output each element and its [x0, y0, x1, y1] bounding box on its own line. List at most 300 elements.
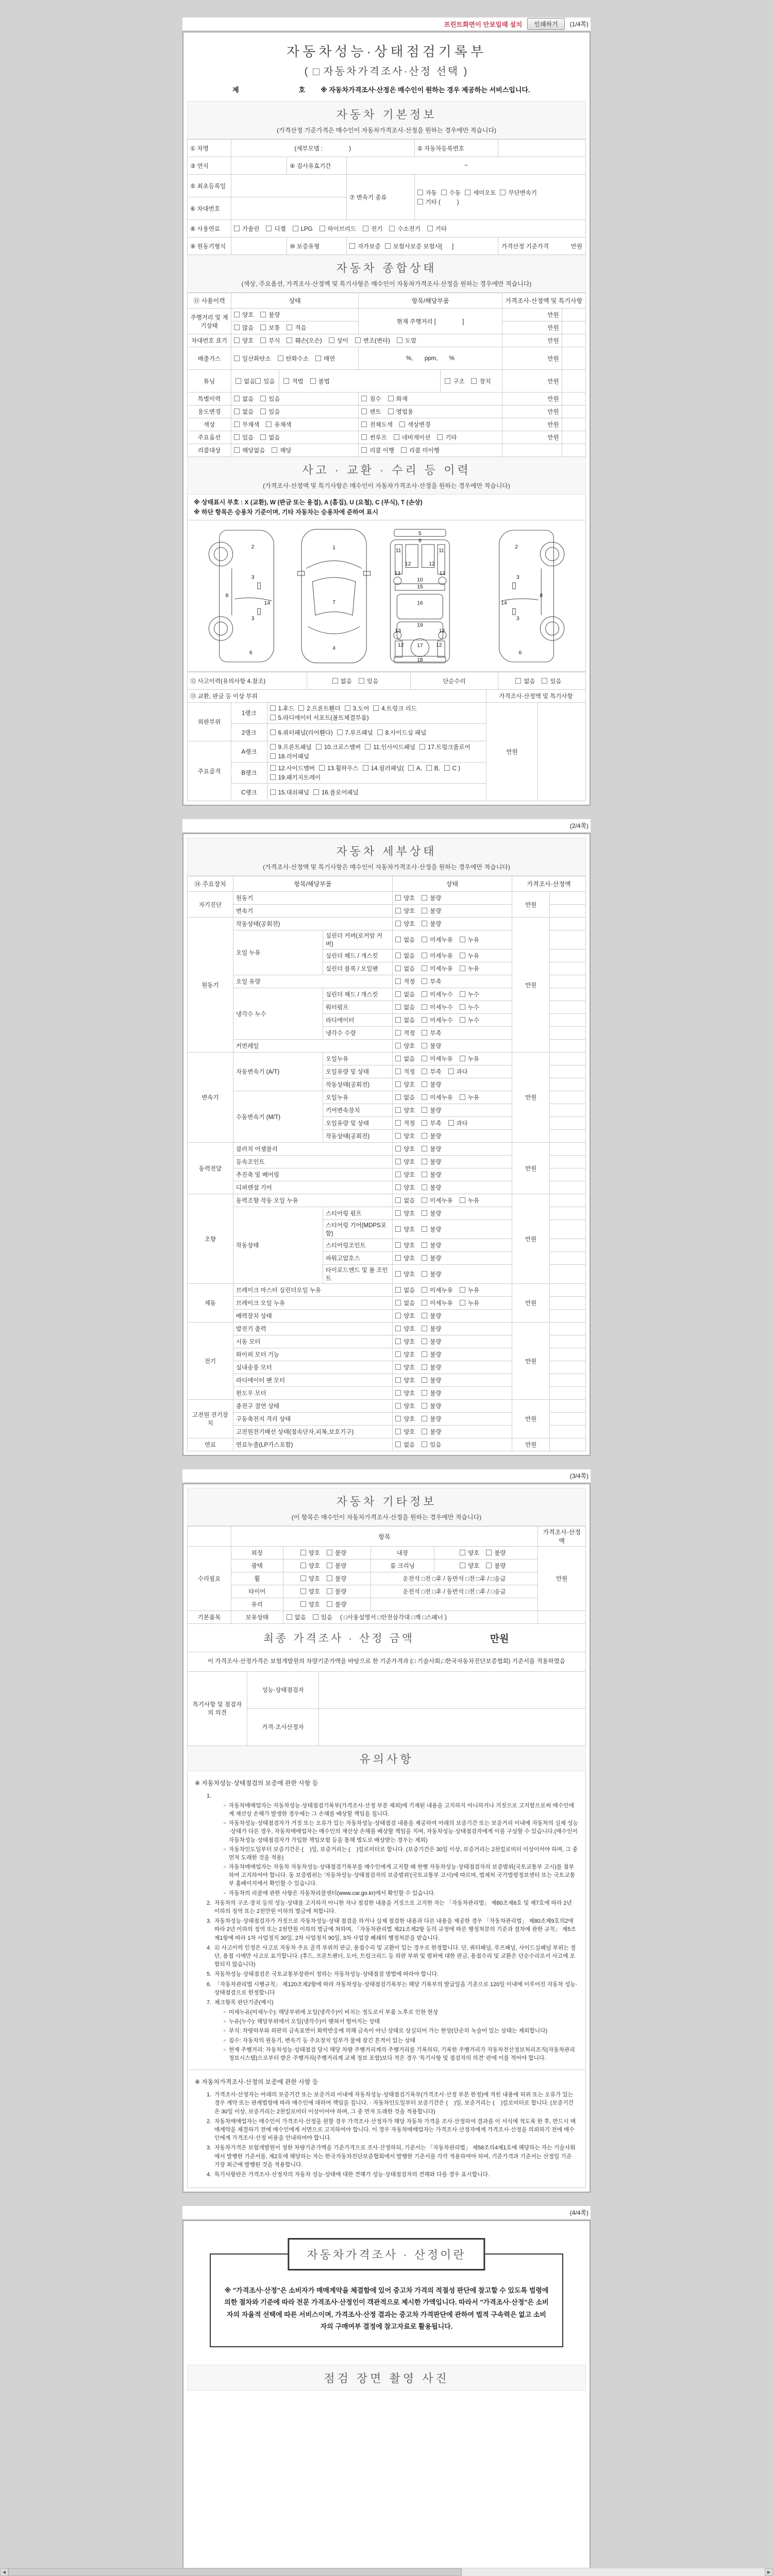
state-options — [393, 1053, 512, 1065]
checkbox-icon — [388, 409, 394, 414]
option-label: 15.대쉬패널 — [278, 789, 310, 796]
legend-basis: ※ 하단 항목은 승용차 기준이며, 기타 자동차는 승용차에 준하여 표시 — [194, 508, 378, 516]
item-label: 스티어링 기어(MDPS포함) — [323, 1220, 392, 1239]
price-cell: 만원 — [512, 1400, 549, 1438]
state-options — [283, 1598, 371, 1611]
col-state: 상태 — [393, 876, 512, 892]
checkbox-option — [345, 704, 369, 713]
checkbox-option — [460, 1299, 479, 1307]
sub-label: 수동변속기 (M/T) — [233, 1091, 323, 1143]
item-label: 냉각수 수량 — [323, 1027, 392, 1040]
option-label: 없음 — [404, 937, 415, 944]
row-label-tuning: 튜닝 — [188, 370, 231, 393]
section-note: (가격산정 기준가격은 매수인이 자동차가격조사·산정을 원하는 경우에만 적습니다) — [276, 127, 497, 134]
checkbox-icon — [422, 1364, 427, 1370]
checkbox-option — [395, 1158, 415, 1166]
option-label: 14.필러패널( — [371, 766, 404, 772]
diagram-part-number: 14 — [501, 600, 507, 606]
group-fuel: 연료 — [188, 1438, 233, 1451]
option-label: 불량 — [430, 1185, 442, 1192]
item-number: 4. — [206, 2171, 211, 2178]
checkbox-option — [399, 420, 430, 429]
memo-cell — [550, 1335, 586, 1348]
checkbox-icon — [395, 1043, 401, 1048]
group-powertrain: 동력전달 — [188, 1143, 233, 1194]
page-band-4 — [182, 2206, 591, 2219]
document-title: 자동차성능·상태점검기록부 — [286, 44, 487, 59]
checkbox-option — [460, 990, 479, 998]
checkbox-icon — [395, 1133, 401, 1139]
checkbox-icon — [422, 965, 427, 971]
document-subtitle — [187, 63, 586, 78]
state-options — [393, 892, 512, 905]
checkbox-icon — [395, 1338, 401, 1344]
option-label: 19.패키지트레이 — [278, 775, 321, 782]
state-options — [393, 1310, 512, 1323]
rankB-options — [267, 762, 486, 784]
diagram-part-number: 8 — [225, 593, 229, 599]
col-state: 상태 — [231, 293, 359, 309]
item-label: 와이퍼 모터 기능 — [233, 1348, 392, 1361]
price-cell: 만원 — [512, 892, 549, 918]
item-label: 동력조향 작동 오일 누유 — [233, 1194, 392, 1207]
print-button[interactable]: 인쇄하기 — [527, 18, 564, 30]
caution-item: 「자동차관리법 시행규칙」 제120조제2항에 따라 자동차성능·상태점검기록부는 해당 기록부의 발급일을 기준으로 120일 이내에 이루어진 자동차 성능·상태점검으로 한정합니다 — [214, 1981, 578, 1996]
state-options — [393, 1078, 512, 1091]
state-options — [393, 1156, 512, 1168]
state-options — [393, 1130, 512, 1143]
state-options — [393, 1252, 512, 1265]
option-label: 훼손(오손) — [295, 338, 322, 344]
emission-options — [231, 347, 359, 370]
recall-options — [231, 444, 359, 457]
checkbox-option — [313, 788, 359, 796]
memo-cell — [550, 1426, 586, 1438]
diagram-part-number: 1 — [332, 545, 335, 551]
item-label: 오일누유 — [323, 1091, 392, 1104]
checkbox-option — [234, 225, 259, 233]
checkbox-icon — [327, 1601, 332, 1607]
checkbox-icon — [395, 1287, 401, 1293]
col-price: 가격조사·산정액 — [512, 876, 585, 892]
memo-cell — [550, 1181, 586, 1194]
option-label: 불량 — [430, 1133, 442, 1140]
option-label: 불량 — [430, 1313, 442, 1320]
checkbox-option — [319, 764, 358, 772]
checkbox-option — [395, 1325, 415, 1333]
checkbox-icon — [234, 396, 240, 401]
checkbox-icon — [361, 421, 367, 427]
row-label-recall: 리콜대상 — [188, 444, 231, 457]
option-label: 양호 — [404, 1365, 415, 1371]
caution-item: 가격조사·산정자는 아래의 보증기간 또는 보증거리 이내에 자동차성능·상태점검기록부(가격조사·산정 부분 한정)에 적힌 내용에 허위 또는 오류가 있는 경우 계약 또는 관계법령에 따라 매수인에 대하여 책임을 집니다. · 자동차인도일부터 보증기간은 ( )일, 보증거리는 ( )킬로미터로 합니다. (보증기간은 30일 이상, 보증거리는 2천킬로미터 이상이어야 하며, 그 중 먼저 도래한 것을 적용합니다) — [214, 2092, 574, 2115]
checkbox-icon — [395, 1184, 401, 1190]
checkbox-icon — [320, 226, 325, 231]
memo-cell — [550, 1323, 586, 1335]
item-label: 브레이크 오일 누유 — [233, 1297, 392, 1310]
state-options — [393, 1426, 512, 1438]
rank1-label: 1랭크 — [231, 703, 267, 724]
checkbox-icon — [327, 1588, 332, 1594]
checkbox-icon — [422, 1390, 427, 1396]
tuning-legal-options — [279, 370, 440, 392]
item-label: 실린더 헤드 / 개스킷 — [323, 988, 392, 1001]
checkbox-icon — [460, 1197, 465, 1203]
item-label: 배력장치 상태 — [233, 1310, 392, 1323]
checkbox-icon — [460, 953, 465, 958]
form-page-1 — [182, 31, 591, 806]
group-electric: 전기 — [188, 1323, 233, 1400]
checkbox-option — [395, 1376, 415, 1384]
checkbox-icon — [395, 1403, 401, 1409]
item-number: 5. — [206, 1971, 211, 1978]
checkbox-option — [422, 1029, 441, 1037]
checkbox-icon — [395, 1210, 401, 1216]
option-label: 양호 — [404, 1108, 415, 1114]
checkbox-option — [234, 324, 254, 332]
checkbox-icon — [270, 705, 276, 711]
memo-cell — [550, 1220, 586, 1239]
checkbox-option — [260, 433, 280, 442]
caution-item: 자동차가격은 보험개발원이 정한 차량기준가액을 기준가격으로 조사·산정하되, 기준서는 「자동차관리법」 제58조의4제1호에 해당하는 자는 기술사회에서 발행한 기준서를, 제2호에 해당하는 자는 한국자동차진단보증협회에서 발행한 기준서를 각각 적용하여야 하며, 기준가격과 기준서는 산정일 기준 가장 최근에 발행된 것을 적용합니다. — [214, 2145, 576, 2168]
option-label: 부족 — [430, 1030, 442, 1037]
section-title: 점검 장면 촬영 사진 — [324, 2371, 449, 2385]
checkbox-icon — [234, 312, 240, 317]
horizontal-scrollbar[interactable] — [0, 2568, 773, 2576]
checkbox-icon — [422, 1159, 427, 1164]
checkbox-icon — [365, 744, 371, 750]
cautions-body — [187, 1771, 586, 2189]
section-etc-info — [187, 1488, 586, 1526]
checkbox-icon — [515, 678, 521, 684]
diagram-part-number: 12 — [429, 561, 435, 567]
service-note: ※ 자동차가격조사·산정은 매수인이 원하는 경우 제공하는 서비스입니다. — [321, 86, 530, 94]
col-device: ⑭ 주요장치 — [188, 876, 233, 892]
option-label: 불법 — [318, 378, 330, 385]
checkbox-option — [234, 336, 254, 345]
row-label-mileage: 주행거리 및 계기상태 — [188, 309, 231, 334]
option-label: 양호 — [242, 312, 254, 318]
checkbox-option — [300, 1574, 320, 1583]
checkbox-option — [272, 446, 291, 454]
diagram-part-number: 2 — [251, 544, 255, 550]
checkbox-icon — [422, 1120, 427, 1126]
checkbox-option — [460, 1196, 479, 1205]
checkbox-icon — [361, 409, 367, 414]
scroll-left-arrow[interactable]: ◀ — [0, 2568, 8, 2576]
diagram-part-number: 4 — [332, 645, 335, 651]
option-label: 있음 — [268, 396, 280, 402]
state-options — [393, 1265, 512, 1284]
checkbox-option — [395, 1241, 415, 1249]
checkbox-icon — [388, 396, 394, 401]
panel-rank-table — [187, 702, 586, 801]
checkbox-icon — [327, 1575, 332, 1581]
option-label: 리콜 이행 — [369, 448, 395, 454]
car-side-right-view — [499, 530, 564, 662]
option-label: 썬루프 — [369, 435, 387, 441]
field-value-vin — [231, 197, 347, 220]
section-title: 유의사항 — [359, 1752, 414, 1766]
exchange-header-table — [187, 689, 586, 703]
memo-cell — [562, 393, 585, 405]
state-options — [393, 1014, 512, 1027]
option-label: 불량 — [430, 895, 442, 902]
checkbox-option — [234, 420, 259, 429]
checkbox-icon — [460, 937, 465, 942]
checkbox-option — [397, 336, 416, 345]
group-selfdiag: 자기진단 — [188, 892, 233, 918]
field-label-car-name: ① 차명 — [188, 140, 231, 157]
item-label: 충전구 절연 상태 — [233, 1400, 392, 1413]
option-label: 없음 — [404, 992, 415, 998]
checkbox-option — [395, 1209, 415, 1217]
checkbox-icon — [234, 325, 240, 330]
checkbox-option — [313, 1613, 332, 1621]
option-label: 3.도어 — [352, 706, 369, 713]
option-label: 불량 — [430, 1227, 442, 1233]
state-options — [393, 1104, 512, 1117]
option-label: 불량 — [430, 1326, 442, 1333]
item-number: 3. — [206, 1918, 211, 1925]
scrollbar-thumb[interactable] — [8, 2568, 462, 2576]
caution-item: 자동차성능·상태점검자가 거짓으로 자동차성능·상태 점검을 하거나 실제 점검한 내용과 다른 내용을 제공한 경우 「자동차관리법」 제80조제9호의2에 따라 2년 이하의 징역 또는 2천만원 이하의 벌금에 처하며, 「자동차관리법 제21조제2항 등의 규정에 따른 행정처분의 기준과 절차에 관한 규칙」 제5조제1항에 따라 1차 사업정지 30일, 2차 사업정지 90일, 3차 사업장 폐쇄의 행정처분을 받습니다. — [214, 1918, 576, 1941]
field-label-valid: ④ 검사유효기간 — [287, 157, 347, 175]
checkbox-icon — [316, 744, 322, 750]
checkbox-option — [395, 907, 415, 915]
item-label: 휠 — [231, 1572, 283, 1585]
option-label: 없음 — [404, 1056, 415, 1063]
field-label-engine-type: ⑨ 원동기형식 — [188, 238, 231, 255]
form-page-3 — [182, 1483, 591, 2193]
checkbox-option — [401, 446, 440, 454]
caution-item: 자동차의 구조·장치 등의 성능·상태를 고지하지 아니한 자나 점검한 내용을 거짓으로 고지한 자는 「자동차관리법」 제80조제6호 및 제7호에 따라 2년 이하의 징역 또는 2천만원 이하의 벌금에 처합니다. — [214, 1900, 572, 1915]
checkbox-icon — [422, 1133, 427, 1139]
section-note: (이 항목은 매수인이 자동차가격조사·산정을 원하는 경우에만 적습니다) — [291, 1514, 482, 1521]
option-label: 불량 — [335, 1563, 347, 1570]
tuning-detail — [231, 370, 502, 392]
option-label: 하이브리드 — [327, 226, 357, 232]
checkbox-option — [310, 377, 330, 385]
rank2-label: 2랭크 — [231, 724, 267, 741]
sub-label: 자동변속기 (A/T) — [233, 1053, 323, 1091]
checkbox-icon — [448, 1069, 454, 1074]
checkbox-option — [422, 1241, 441, 1249]
sub-label: 냉각수 누수 — [233, 988, 323, 1040]
price-cell: 만원 — [512, 1323, 549, 1400]
option-label: 누유 — [467, 966, 479, 973]
checkbox-icon — [315, 355, 321, 361]
checkbox-option — [270, 773, 321, 782]
option-label: 있음 — [321, 1615, 332, 1621]
price-cell: 만원 — [502, 309, 562, 321]
item-label: 추진축 및 베어링 — [233, 1168, 392, 1181]
basic-info-table — [187, 139, 586, 255]
checkbox-icon — [460, 965, 465, 971]
checkbox-option — [486, 1549, 506, 1557]
row-label-emission: 배출가스 — [188, 347, 231, 370]
checkbox-option — [422, 1428, 441, 1436]
checkbox-option — [422, 894, 441, 902]
memo-cell — [550, 1040, 586, 1053]
checkbox-icon — [260, 396, 266, 401]
checkbox-option — [270, 704, 295, 713]
option-label: B, — [434, 766, 440, 772]
memo-cell — [550, 1265, 586, 1284]
memo-cell — [550, 1374, 586, 1387]
item-label: 클러치 어셈블리 — [233, 1143, 392, 1156]
item-label: 시동 모터 — [233, 1335, 392, 1348]
checkbox-option — [270, 743, 312, 751]
color-options — [231, 418, 359, 431]
option-label: 있음 — [550, 678, 562, 685]
option-label: 누수 — [467, 992, 479, 998]
state-options — [393, 1239, 512, 1252]
option-label: 부족 — [430, 1121, 442, 1127]
option-label: 수소전기 — [397, 226, 421, 232]
option-label: 양호 — [404, 1256, 415, 1262]
page-band-3 — [182, 1469, 591, 1482]
scroll-right-arrow[interactable]: ▶ — [765, 2568, 773, 2576]
option-label: 양호 — [404, 1378, 415, 1384]
option-exist-options — [231, 431, 359, 444]
option-label: 렌트 — [369, 409, 381, 415]
outer-panel-label: 외판부위 — [188, 703, 231, 741]
group-high-voltage: 고전원 전기장치 — [188, 1400, 233, 1438]
option-label: LPG — [300, 226, 313, 232]
checkbox-icon — [422, 1416, 427, 1421]
item-label: 내장 — [371, 1547, 434, 1560]
checkbox-icon — [373, 705, 379, 711]
checkbox-option — [395, 1106, 415, 1114]
item-label: 오일누유 — [323, 1053, 392, 1065]
checkbox-icon — [471, 378, 477, 384]
row-label-vin-mark: 차대번호 표기 — [188, 334, 231, 347]
checkbox-icon — [422, 953, 427, 958]
option-label: 누유 — [467, 1287, 479, 1294]
checkbox-option — [422, 1325, 441, 1333]
row-label-usage-change: 용도변경 — [188, 405, 231, 418]
state-options — [393, 1220, 512, 1239]
diagram-part-number: 12 — [398, 642, 404, 649]
option-label: 없음 — [404, 1287, 415, 1294]
checkbox-option — [422, 990, 452, 998]
checkbox-icon — [399, 421, 405, 427]
memo-cell — [550, 1104, 586, 1117]
checkbox-option — [422, 907, 441, 915]
memo-cell — [550, 1413, 586, 1426]
option-label: 자동 — [425, 190, 437, 196]
section-title: 자동차 세부상태 — [336, 845, 437, 858]
item-label: 워터펌프 — [323, 1001, 392, 1014]
option-label: 양호 — [467, 1550, 480, 1557]
memo-cell — [550, 1117, 586, 1130]
option-label: 적법 — [292, 378, 304, 385]
checkbox-icon — [395, 1159, 401, 1164]
item-label: 기어변속장치 — [323, 1104, 392, 1117]
item-label: 광택 — [231, 1560, 283, 1572]
item-label: 라디에이터 팬 모터 — [233, 1374, 392, 1387]
checkbox-icon — [426, 765, 432, 771]
checkbox-option — [316, 743, 361, 751]
option-label: 13.휠하우스 — [327, 766, 359, 772]
checkbox-option — [377, 728, 426, 737]
checkbox-option — [329, 336, 348, 345]
checkbox-option — [395, 1183, 415, 1192]
option-label: 불량 — [430, 1256, 442, 1262]
option-label: 미세누유 — [430, 1300, 453, 1307]
state-options — [434, 1547, 538, 1560]
diagram-part-number: 9 — [418, 538, 422, 544]
checkbox-option — [395, 1042, 415, 1050]
checkbox-option — [422, 1067, 441, 1076]
form-page-4 — [182, 2220, 591, 2576]
form-page-2 — [182, 833, 591, 1456]
diagram-part-number: 19 — [417, 622, 423, 629]
checkbox-option — [359, 677, 378, 685]
checkbox-option — [395, 1067, 415, 1076]
option-label: 디젤 — [274, 226, 286, 232]
state-options — [393, 1387, 512, 1400]
checkbox-icon — [395, 1377, 401, 1383]
checkbox-icon — [395, 1271, 401, 1277]
diagram-part-number: 3 — [516, 574, 519, 581]
sub-label: 작동상태 — [233, 1207, 323, 1284]
option-label: 있음 — [268, 409, 280, 415]
option-label: 없음 — [404, 1005, 415, 1011]
item-label: 외장 — [231, 1547, 283, 1560]
checkbox-icon — [270, 744, 276, 750]
option-label: 불량 — [430, 1159, 442, 1166]
checkbox-option — [395, 1286, 415, 1294]
field-label-transmission: ⑦ 변속기 종류 — [347, 175, 414, 220]
checkbox-option — [417, 198, 459, 206]
section-title: 자동차 기본정보 — [336, 108, 437, 121]
checkbox-icon — [422, 1184, 427, 1190]
section-note: (가격조사·산정액 및 특기사항은 매수인이 자동차가격조사·산정을 원하는 경우에만 적습니다) — [263, 482, 510, 489]
checkbox-option — [422, 1003, 452, 1011]
checkbox-icon — [422, 1056, 427, 1061]
state-options — [393, 1194, 512, 1207]
option-label: 불량 — [430, 1391, 442, 1397]
memo-cell — [550, 905, 586, 918]
checkbox-icon — [329, 337, 334, 343]
accident-history-options — [307, 672, 410, 690]
option-label: 없음 — [404, 1095, 415, 1101]
item-label: 변속기 — [233, 905, 392, 918]
checkbox-option — [327, 1600, 346, 1608]
option-label: 2.프론트휀더 — [307, 706, 341, 713]
option-label: 누수 — [467, 1005, 479, 1011]
checkbox-icon — [395, 1017, 401, 1023]
holding-options — [287, 1613, 339, 1622]
option-label: 전체도색 — [369, 422, 393, 428]
checkbox-option — [388, 395, 408, 403]
car-damage-diagram — [196, 524, 577, 668]
checkbox-option — [395, 977, 415, 986]
option-label: 양호 — [404, 1146, 415, 1153]
memo-cell — [550, 1014, 586, 1027]
option-type-options — [359, 431, 502, 444]
option-label: 있음 — [366, 678, 379, 685]
sub-label: 오일 누유 — [233, 930, 323, 975]
option-label: 양호 — [467, 1563, 480, 1570]
final-price-row — [187, 1624, 586, 1652]
checkbox-option — [287, 324, 306, 332]
caution-item: 자동차성능·상태점검은 국토교통부장관이 정하는 자동차성능·상태점검 방법에 따라야 합니다. — [214, 1971, 439, 1978]
section-note: (색상, 주요옵션, 가격조사·산정액 및 특기사항은 매수인이 자동차가격조사·산정을 원하는 경우에만 적습니다) — [241, 280, 532, 287]
caution-item: ⑫ 사고이력 인정은 사고로 자동차 주요 골격 부위의 판금, 용접수리 및 교환이 있는 경우로 한정합니다. 단, 쿼터패널, 루프패널, 사이드실패널 부위는 절단, 용접 시에만 사고로 표기합니다. (후드, 프론트펜더, 도어, 트렁크리드 등 외판 부위 및 범퍼에 대한 판금, 용접수리 및 교환은 단순수리로서 사고에 포함되지 않습니다) — [214, 1944, 576, 1968]
